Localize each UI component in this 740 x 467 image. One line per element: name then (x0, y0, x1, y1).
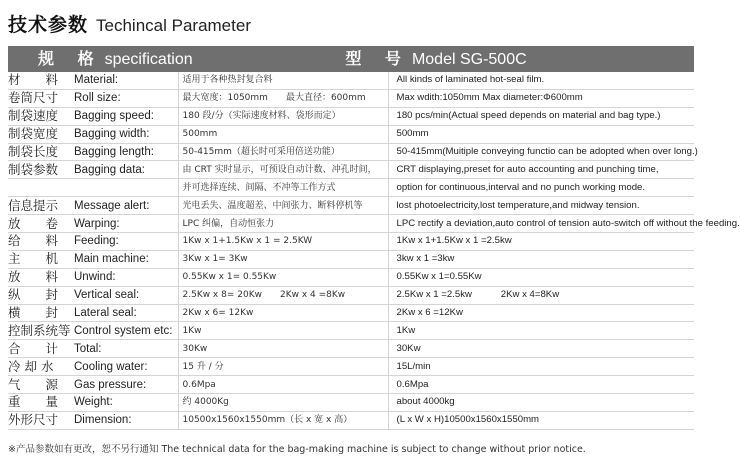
row-label-en: Vertical seal: (74, 286, 178, 304)
row-value-cn: 最大宽度：1050mm 最大直径：600mm (178, 89, 388, 107)
row-label-cn: 给 料 (8, 233, 74, 251)
row-label-cn: 控制系统等 (8, 322, 74, 340)
row-value-en: 180 pcs/min(Actual speed depends on material and bag type.) (388, 107, 694, 125)
row-label-en: Weight: (74, 394, 178, 412)
row-label-cn: 制袋宽度 (8, 125, 74, 143)
table-row (8, 358, 694, 376)
row-value-en: (L x W x H)10500x1560x1550mm (388, 411, 694, 429)
row-value-en: about 4000kg (388, 394, 694, 412)
row-value-en: Max wdith:1050mm Max diameter:Φ600mm (388, 89, 694, 107)
table-row (8, 304, 694, 322)
page-title (8, 10, 251, 36)
row-value-en: 30Kw (388, 340, 694, 358)
row-label-cn: 横 封 (8, 304, 74, 322)
table-row (8, 72, 694, 89)
row-value-cn: 50-415mm（超长时可采用倍送功能） (178, 143, 388, 161)
row-value-cn: 1Kw x 1+1.5Kw x 1 = 2.5KW (178, 233, 388, 251)
row-label-en: Bagging data: (74, 161, 178, 179)
row-label-cn: 卷筒尺寸 (8, 89, 74, 107)
row-value-en: 50-415mm(Muitiple conveying functio can be adopted when over long.) (388, 143, 694, 161)
table-row (8, 250, 694, 268)
row-value-cn: 适用于各种热封复合料 (178, 72, 388, 89)
row-value-en: 1Kw x 1+1.5Kw x 1 =2.5kw (388, 233, 694, 251)
row-label-en: Unwind: (74, 268, 178, 286)
row-label-en: Bagging speed: (74, 107, 178, 125)
table-row (8, 322, 694, 340)
row-label-cn (8, 179, 74, 197)
row-label-cn: 材 料 (8, 72, 74, 89)
table-row (8, 376, 694, 394)
row-value-en: 2Kw x 6 =12Kw (388, 304, 694, 322)
row-value-en: 15L/min (388, 358, 694, 376)
table-row (8, 179, 694, 197)
row-value-en: lost photoelectricity,lost temperature,and midway tension. (388, 197, 694, 215)
row-value-cn: 0.6Mpa (178, 376, 388, 394)
row-value-en: 2.5Kw x 1 =2.5kw 2Kw x 4=8Kw (388, 286, 694, 304)
table-row (8, 161, 694, 179)
row-value-en: 3kw x 1 =3kw (388, 250, 694, 268)
table-row (8, 89, 694, 107)
header-model (178, 46, 694, 72)
row-value-en: 500mm (388, 125, 694, 143)
row-value-cn: 180 段/分（实际速度材料、袋形而定） (178, 107, 388, 125)
row-label-en (74, 179, 178, 197)
row-value-cn: 30Kw (178, 340, 388, 358)
row-label-en: Dimension: (74, 411, 178, 429)
table-row (8, 215, 694, 233)
spec-table (8, 46, 740, 430)
row-value-cn: 光电丢失、温度超差、中间张力、断料停机等 (178, 197, 388, 215)
header-model-en: Model SG-500C (411, 50, 527, 68)
row-label-cn: 合 计 (8, 340, 74, 358)
row-value-en: 0.6Mpa (388, 376, 694, 394)
row-value-cn: LPC 纠偏，自动恒张力 (178, 215, 388, 233)
table-row (8, 125, 694, 143)
row-label-cn: 气 源 (8, 376, 74, 394)
row-value-cn: 2Kw x 6= 12Kw (178, 304, 388, 322)
row-value-cn: 10500x1560x1550mm（长 x 宽 x 高） (178, 411, 388, 429)
footnote: ※产品参数如有更改，恕不另行通知 The technical data for the bag-making machine is subject to change without prior notice. (8, 444, 586, 455)
row-value-en: 1Kw (388, 322, 694, 340)
row-label-cn: 主 机 (8, 250, 74, 268)
row-value-cn: 1Kw (178, 322, 388, 340)
row-label-cn: 制袋长度 (8, 143, 74, 161)
row-value-cn: 并可选择连续、间隔、不冲等工作方式 (178, 179, 388, 197)
header-specification (8, 46, 193, 72)
row-value-cn: 约 4000Kg (178, 394, 388, 412)
row-value-en: LPC rectify a deviation,auto control of tension auto-switch off without the feeding. (388, 215, 694, 233)
table-row (8, 197, 694, 215)
row-label-cn: 放 料 (8, 268, 74, 286)
row-label-en: Roll size: (74, 89, 178, 107)
row-label-en: Cooling water: (74, 358, 178, 376)
row-label-cn: 放 卷 (8, 215, 74, 233)
row-value-en: 0.55Kw x 1=0.55Kw (388, 268, 694, 286)
header-spec-en: specification (104, 50, 193, 68)
header-model-cn: 型 号 (345, 48, 410, 68)
table-row (8, 143, 694, 161)
row-label-cn: 外形尺寸 (8, 411, 74, 429)
row-label-en: Feeding: (74, 233, 178, 251)
row-label-en: Bagging width: (74, 125, 178, 143)
row-value-cn: 15 升 / 分 (178, 358, 388, 376)
row-label-en: Material: (74, 72, 178, 89)
row-label-en: Message alert: (74, 197, 178, 215)
page-title-cn: 技术参数 (8, 14, 89, 36)
table-row (8, 394, 694, 412)
table-row (8, 107, 694, 125)
row-label-en: Gas pressure: (74, 376, 178, 394)
row-label-en: Bagging length: (74, 143, 178, 161)
row-label-en: Warping: (74, 215, 178, 233)
row-value-en: option for continuous,interval and no punch working mode. (388, 179, 694, 197)
row-label-en: Control system etc: (74, 322, 178, 340)
row-label-en: Lateral seal: (74, 304, 178, 322)
row-label-en: Total: (74, 340, 178, 358)
row-value-cn: 0.55Kw x 1= 0.55Kw (178, 268, 388, 286)
page-title-en: Techincal Parameter (96, 16, 251, 35)
table-row (8, 286, 694, 304)
row-label-cn: 信息提示 (8, 197, 74, 215)
row-label-cn: 制袋参数 (8, 161, 74, 179)
row-value-en: CRT displaying,preset for auto accounting and punching time, (388, 161, 694, 179)
table-row (8, 340, 694, 358)
row-label-cn: 冷 却 水 (8, 358, 74, 376)
row-label-en: Main machine: (74, 250, 178, 268)
table-row (8, 268, 694, 286)
table-row (8, 233, 694, 251)
row-value-cn: 500mm (178, 125, 388, 143)
row-value-cn: 3Kw x 1= 3Kw (178, 250, 388, 268)
header-spec-cn: 规 格 (38, 48, 103, 68)
row-value-en: All kinds of laminated hot-seal film. (388, 72, 694, 89)
row-label-cn: 重 量 (8, 394, 74, 412)
row-label-cn: 纵 封 (8, 286, 74, 304)
table-row (8, 411, 694, 429)
row-label-cn: 制袋速度 (8, 107, 74, 125)
row-value-cn: 由 CRT 实时显示，可预设自动计数、冲孔时间， (178, 161, 388, 179)
row-value-cn: 2.5Kw x 8= 20Kw 2Kw x 4 =8Kw (178, 286, 388, 304)
table-header (8, 46, 694, 72)
